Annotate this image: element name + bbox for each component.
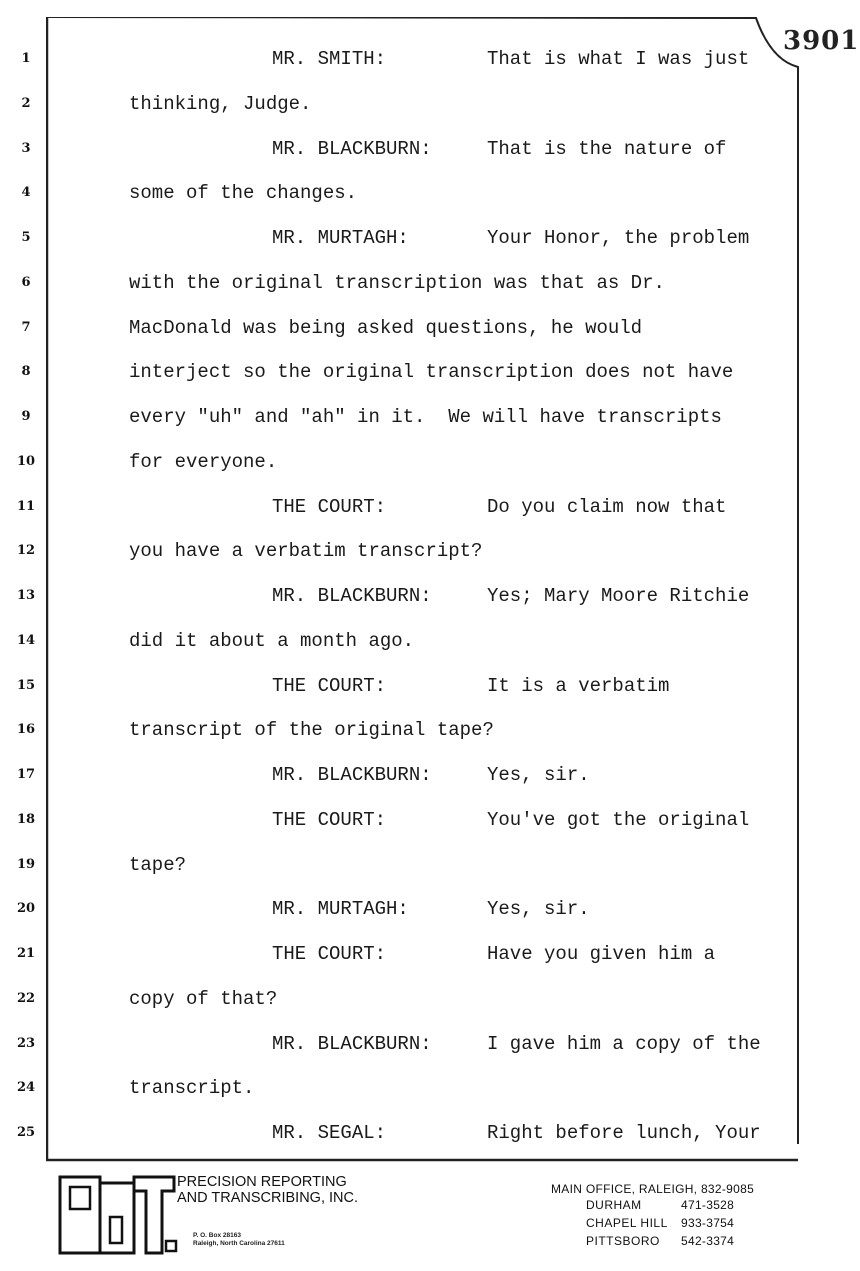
line-number: 8	[21, 364, 31, 380]
speaker-label: MR. MURTAGH:	[272, 898, 409, 921]
transcript-line	[0, 313, 860, 343]
line-text: transcript of the original tape?	[129, 719, 494, 742]
transcript-line	[0, 894, 860, 924]
transcript-line	[0, 223, 860, 253]
line-text: That is the nature of	[487, 137, 727, 160]
transcript-line	[0, 492, 860, 522]
speaker-label: THE COURT:	[272, 808, 387, 831]
company-logo	[58, 1175, 178, 1257]
line-number: 17	[16, 767, 36, 782]
line-number: 22	[16, 990, 36, 1006]
transcript-line	[0, 850, 860, 880]
transcript-line	[0, 626, 860, 656]
line-text: with the original transcription was that as Dr.	[129, 271, 665, 294]
speaker-label: THE COURT:	[272, 674, 387, 697]
speaker-label: THE COURT:	[272, 495, 387, 518]
transcript-line	[0, 536, 860, 566]
office-phone: 542-3374	[681, 1234, 735, 1248]
line-number: 10	[16, 453, 36, 469]
line-text: I gave him a copy of the	[487, 1032, 761, 1055]
company-name-line2: AND TRANSCRIBING, INC.	[177, 1190, 359, 1206]
transcript-line	[0, 939, 860, 969]
main-office: MAIN OFFICE, RALEIGH, 832-9085	[551, 1182, 755, 1196]
office-row	[551, 1216, 754, 1232]
line-text: It is a verbatim	[487, 674, 670, 697]
line-text: you have a verbatim transcript?	[129, 540, 483, 563]
line-text: Yes, sir.	[487, 898, 590, 921]
speaker-label: MR. SEGAL:	[272, 1122, 387, 1144]
line-number: 4	[21, 185, 31, 201]
line-text: Have you given him a	[487, 943, 716, 965]
office-phone: 933-3754	[681, 1216, 735, 1230]
line-text: MacDonald was being asked questions, he would	[129, 316, 643, 339]
line-text: That is what I was just	[487, 48, 750, 70]
office-row	[551, 1234, 754, 1250]
line-number: 16	[16, 722, 36, 738]
transcript-line	[0, 805, 860, 835]
line-text: You've got the original	[487, 808, 750, 831]
address-line2: Raleigh, North Carolina 27611	[193, 1240, 285, 1247]
line-text: did it about a month ago.	[129, 629, 415, 652]
line-number: 13	[16, 588, 36, 603]
line-text: Right before lunch, Your	[487, 1122, 761, 1144]
line-number: 6	[21, 274, 31, 290]
transcript-line	[0, 447, 860, 477]
line-text: interject so the original transcription does not have	[129, 361, 734, 384]
line-number: 24	[16, 1080, 36, 1096]
office-name: PITTSBORO	[586, 1234, 660, 1248]
transcript-line	[0, 402, 860, 432]
speaker-label: THE COURT:	[272, 943, 387, 965]
company-name-line1: PRECISION REPORTING	[177, 1174, 347, 1190]
address-line1: P. O. Box 28163	[193, 1232, 241, 1239]
line-number: 1	[21, 51, 31, 66]
transcript-line	[0, 357, 860, 387]
line-text: Your Honor, the problem	[487, 227, 750, 249]
transcript-line	[0, 44, 860, 74]
line-number: 23	[16, 1035, 36, 1051]
line-number: 21	[16, 946, 36, 961]
transcript-line	[0, 134, 860, 164]
line-text: tape?	[129, 853, 187, 876]
line-text: every "uh" and "ah" in it. We will have transcripts	[129, 406, 722, 428]
company-address	[193, 1232, 285, 1248]
office-row	[551, 1198, 754, 1214]
transcript-line	[0, 581, 860, 611]
line-number: 25	[16, 1125, 36, 1140]
speaker-label: MR. BLACKBURN:	[272, 137, 432, 160]
line-text: transcript.	[129, 1077, 255, 1100]
page-number: 3901	[783, 26, 860, 56]
office-phone: 471-3528	[681, 1198, 735, 1212]
line-number: 15	[16, 677, 36, 693]
speaker-label: MR. BLACKBURN:	[272, 585, 432, 607]
line-number: 20	[16, 901, 36, 917]
office-name: DURHAM	[586, 1198, 642, 1212]
line-number: 7	[21, 319, 31, 335]
transcript-line	[0, 1029, 860, 1059]
line-text: thinking, Judge.	[129, 92, 312, 115]
line-text: Yes, sir.	[487, 764, 590, 786]
line-number: 2	[21, 95, 31, 111]
transcript-line	[0, 760, 860, 790]
speaker-label: MR. BLACKBURN:	[272, 1032, 432, 1055]
line-number: 12	[16, 543, 36, 559]
footer	[0, 1165, 860, 1271]
line-number: 11	[16, 498, 36, 514]
transcript-line	[0, 715, 860, 745]
line-number: 5	[21, 230, 31, 245]
line-text: for everyone.	[129, 450, 278, 473]
line-number: 3	[21, 140, 31, 156]
line-number: 14	[16, 632, 36, 648]
line-text: some of the changes.	[129, 182, 358, 205]
office-directory	[551, 1182, 754, 1250]
transcript-line	[0, 268, 860, 298]
line-text: Do you claim now that	[487, 495, 727, 518]
speaker-label: MR. SMITH:	[272, 48, 387, 70]
line-text: copy of that?	[129, 987, 278, 1010]
transcript-line	[0, 671, 860, 701]
transcript-line	[0, 89, 860, 119]
transcript-line	[0, 178, 860, 208]
company-name	[177, 1174, 358, 1206]
transcript-line	[0, 1118, 860, 1148]
office-name: CHAPEL HILL	[586, 1216, 668, 1230]
line-number: 19	[16, 856, 36, 872]
line-number: 9	[21, 409, 31, 424]
speaker-label: MR. BLACKBURN:	[272, 764, 432, 786]
line-text: Yes; Mary Moore Ritchie	[487, 585, 750, 607]
line-number: 18	[16, 811, 36, 827]
speaker-label: MR. MURTAGH:	[272, 227, 409, 249]
transcript-line	[0, 1073, 860, 1103]
transcript-line	[0, 984, 860, 1014]
